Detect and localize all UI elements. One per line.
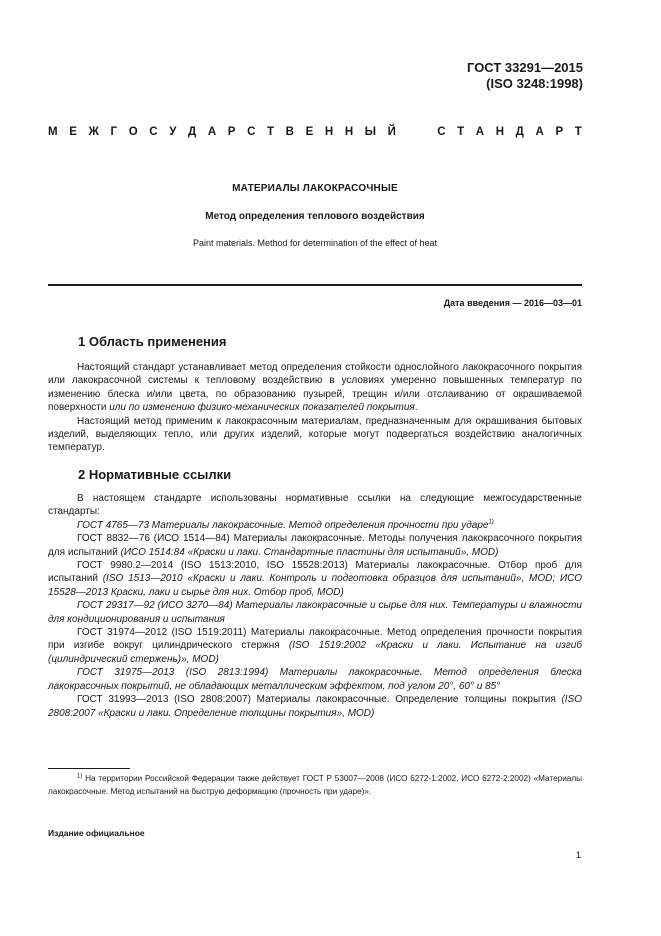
- document-subtitle: Метод определения теплового воздействия: [205, 211, 425, 222]
- heading-letter: А: [475, 126, 485, 138]
- iso-code: (ISO 3248:1998): [486, 76, 583, 91]
- heading-letter: М: [48, 126, 58, 138]
- reference-item: ГОСТ 31974—2012 (ISO 1519:2011) Материалы лакокрасочные. Метод определения прочности покрытия при изгибе вокруг цилиндрического стержня (ISO 1519:2002 «Краски и лаки. Испытание на изгиб (цилиндрический стержень)», MOD): [48, 627, 582, 665]
- heading-letter: Т: [267, 126, 275, 138]
- edition-note: Издание официальное: [48, 828, 145, 838]
- footnote: $^{1)}$ На территории Российской Федерации также действует ГОСТ Р 53007—2008 (ИСО 6272-1:2002, ИСО 6272-2:2002) «Материалы лакокрасочные. Метод испытаний на быструю деформацию (прочность при ударе)».: [48, 773, 582, 796]
- reference-item: ГОСТ 8832—76 (ИСО 1514—84) Материалы лакокрасочные. Методы получения лакокрасочного покрытия для испытаний (ИСО 1514:84 «Краски и лаки. Стандартные пластины для испытаний», MOD): [48, 533, 582, 558]
- effective-date: Дата введения — 2016—03—01: [443, 298, 582, 308]
- heading-letter: А: [535, 126, 544, 138]
- document-code: ГОСТ 33291—2015: [467, 60, 583, 75]
- footnote-separator: [48, 768, 130, 769]
- heading-letter: У: [169, 126, 177, 138]
- heading-letter: [422, 126, 425, 138]
- heading-letter: Й: [387, 126, 396, 138]
- section-2-title: 2 Нормативные ссылки: [78, 467, 232, 482]
- reference-item: ГОСТ 31993—2013 (ISO 2808:2007) Материалы лакокрасочные. Определение толщины покрытия (ISO 2808:2007 «Краски и лаки. Определение толщины покрытия», MOD): [48, 694, 582, 719]
- heading-letter: Ж: [88, 126, 99, 138]
- scope-paragraph-1: Настоящий стандарт устанавливает метод определения стойкости однослойного лакокрасочного покрытия или лакокрасочной системы к тепловому воздействию в условиях умеренно повышенных температур по изменению блеска и/или цвета, по образованию пузырей, трещин и/или отслаиванию от окрашиваемой поверхности или по изменению физико-механических показателей покрытия.: [48, 362, 582, 414]
- heading-letter: Т: [574, 126, 582, 138]
- heading-letter: Е: [69, 126, 77, 138]
- section-1-title: 1 Область применения: [78, 334, 227, 349]
- heading-letter: [408, 126, 411, 138]
- heading-letter: Р: [555, 126, 564, 138]
- references-intro: В настоящем стандарте использованы нормативные ссылки на следующие межгосударственные стандарты:: [48, 493, 582, 518]
- heading-letter: В: [285, 126, 294, 138]
- reference-item: ГОСТ 9980.2—2014 (ISO 1513:2010, ISO 15528:2013) Материалы лакокрасочные. Отбор проб для испытаний (ISO 1513—2010 «Краски и лаки. Контроль и подготовка образцов для испытаний», MOD; ИСО 15528—2013 Краски, лаки и сырье для них. Отбор проб, MOD): [48, 560, 582, 598]
- reference-item: ГОСТ 4765—73 Материалы лакокрасочные. Метод определения прочности при ударе$^{1)}$: [77, 519, 494, 531]
- heading-letter: Н: [324, 126, 334, 138]
- scope-paragraph-2: Настоящий метод применим к лакокрасочным материалам, предназначенным для окрашивания бытовых изделий, выделяющих тепло, или других изделий, которые могут подвергаться воздействию аналогичных температур.: [48, 415, 582, 454]
- heading-letter: Н: [344, 126, 354, 138]
- interstate-standard-heading: [48, 126, 582, 138]
- heading-letter: С: [437, 126, 446, 138]
- document-title: МАТЕРИАЛЫ ЛАКОКРАСОЧНЫЕ: [232, 183, 398, 194]
- heading-letter: Ы: [364, 126, 377, 138]
- heading-letter: Е: [305, 126, 314, 138]
- heading-letter: Т: [457, 126, 465, 138]
- heading-letter: О: [128, 126, 138, 138]
- heading-letter: Г: [110, 126, 118, 138]
- english-title: Paint materials. Method for determination of the effect of heat: [193, 238, 437, 248]
- heading-letter: С: [149, 126, 158, 138]
- heading-letter: Д: [188, 126, 197, 138]
- heading-letter: Д: [515, 126, 524, 138]
- section-2-body: [48, 492, 582, 720]
- heading-letter: Р: [227, 126, 236, 138]
- reference-item: ГОСТ 29317—92 (ИСО 3270—84) Материалы лакокрасочные и сырье для них. Температуры и влажности для кондиционирования и испытания: [48, 600, 582, 625]
- heading-letter: С: [247, 126, 256, 138]
- page-number: 1: [575, 850, 581, 861]
- heading-letter: А: [207, 126, 217, 138]
- section-1-body: [48, 361, 582, 455]
- divider-line: [48, 284, 582, 286]
- heading-letter: Н: [495, 126, 505, 138]
- reference-item: ГОСТ 31975—2013 (ISO 2813:1994) Материалы лакокрасочные. Метод определения блеска лакокрасочных покрытий, не обладающих металлическим эффектом, под углом 20°, 60° и 85°: [48, 667, 582, 692]
